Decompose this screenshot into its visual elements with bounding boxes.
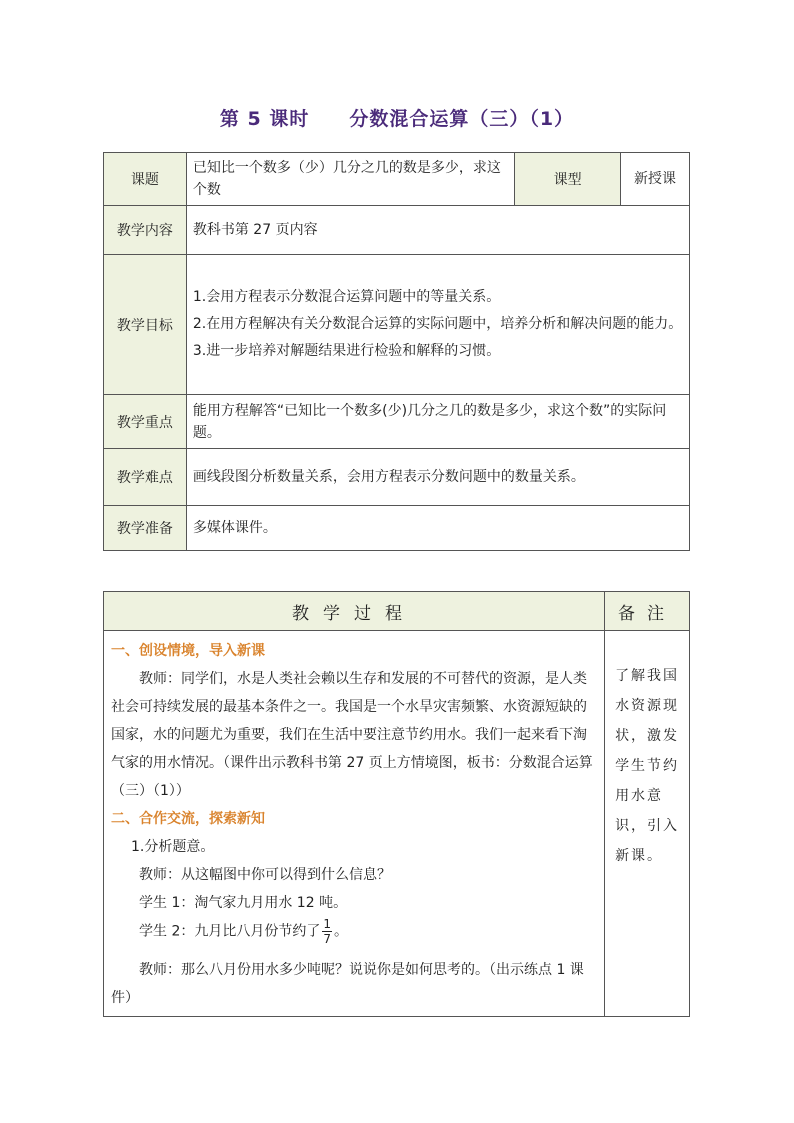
content-value: 教科书第 27 页内容 (186, 206, 689, 255)
row-content (104, 206, 690, 255)
side-note: 了解我国水资源现状，激发学生节约用水意识，引入新课。 (605, 631, 690, 1017)
goal-item: 3.进一步培养对解题结果进行检验和解释的习惯。 (192, 343, 501, 359)
difficulty-label: 教学难点 (104, 449, 187, 506)
goal-item: 2.在用方程解决有关分数混合运算的实际问题中，培养分析和解决问题的能力。 (192, 316, 683, 332)
fraction (322, 917, 332, 946)
content-label: 教学内容 (104, 206, 187, 255)
step-heading: 1.分析题意。 (131, 839, 215, 855)
process-body (104, 631, 605, 1017)
line-text: 。 (334, 923, 348, 940)
type-value: 新授课 (621, 153, 690, 206)
paragraph: 教师：同学们，水是人类社会赖以生存和发展的不可替代的资源，是人类社会可持续发展的最基本条件之一。我国是一个水旱灾害频繁、水资源短缺的国家，水的问题尤为重要，我们在生活中要注意节约用水。我们一起来看下淘气家的用水情况。（课件出示教科书第 27 页上方情境图，板书：分数混合运算（三）（1）） (111, 671, 593, 799)
topic-label: 课题 (104, 153, 187, 206)
difficulty-value: 画线段图分析数量关系，会用方程表示分数问题中的数量关系。 (186, 449, 689, 506)
key-label: 教学重点 (104, 395, 187, 449)
goals-list (186, 255, 689, 395)
section-heading: 二、合作交流，探索新知 (111, 811, 265, 827)
lesson-number: 第 5 课时 (219, 108, 310, 130)
row-key-point (104, 395, 690, 449)
dialogue-line (111, 917, 597, 946)
notes-header: 备注 (605, 592, 690, 631)
lesson-info-table (103, 152, 690, 551)
lesson-topic: 分数混合运算（三）（1） (349, 108, 575, 130)
goals-label: 教学目标 (104, 255, 187, 395)
goal-item: 1.会用方程表示分数混合运算问题中的等量关系。 (192, 289, 501, 305)
fraction-denominator: 7 (323, 932, 331, 946)
paragraph: 教师：那么八月份用水多少吨呢？说说你是如何思考的。（出示练点 1 课件） (111, 962, 584, 1006)
row-goals (104, 255, 690, 395)
key-value: 能用方程解答“已知比一个数多(少)几分之几的数是多少，求这个数”的实际问题。 (186, 395, 689, 449)
prep-label: 教学准备 (104, 506, 187, 551)
topic-value: 已知比一个数多（少）几分之几的数是多少，求这个数 (186, 153, 514, 206)
row-topic (104, 153, 690, 206)
type-label: 课型 (515, 153, 621, 206)
process-header: 教学过程 (104, 592, 605, 631)
teaching-process-table (103, 591, 690, 1017)
prep-value: 多媒体课件。 (186, 506, 689, 551)
dialogue-line: 教师：从这幅图中你可以得到什么信息？ (139, 867, 391, 883)
page-title (0, 104, 794, 131)
row-difficulty (104, 449, 690, 506)
section-heading: 一、创设情境，导入新课 (111, 643, 265, 659)
row-prep (104, 506, 690, 551)
dialogue-line: 学生 1：淘气家九月用水 12 吨。 (139, 895, 348, 911)
line-text: 学生 2：九月比八月份节约了 (139, 923, 321, 940)
fraction-numerator: 1 (323, 917, 331, 931)
